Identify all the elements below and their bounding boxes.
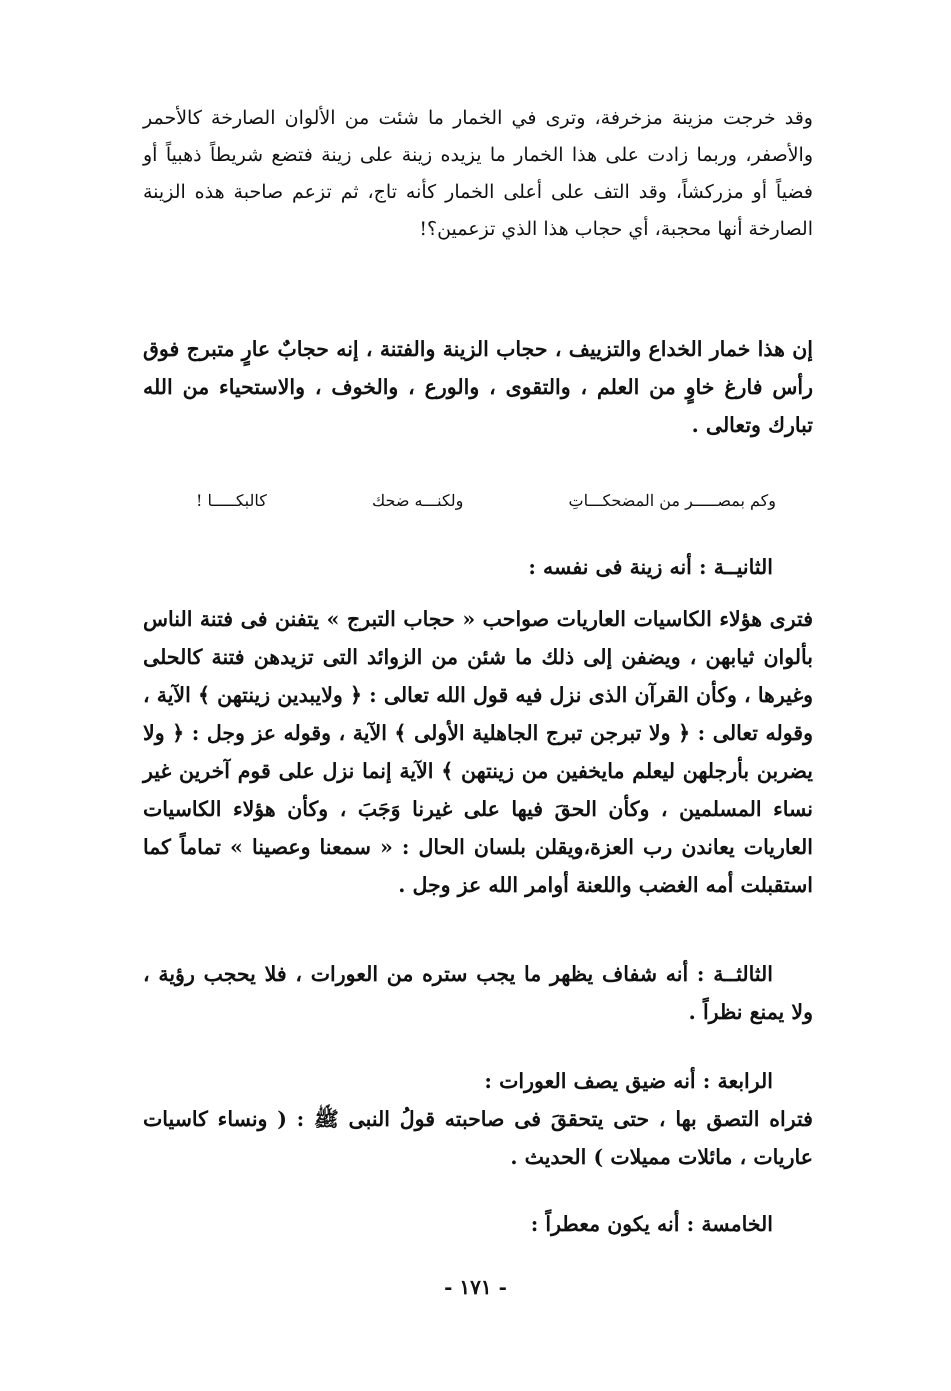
verse-part-1: وكم بمصـــــر من المضحكـــاتِ bbox=[568, 491, 776, 510]
verse-part-2: ولكنـــه ضحك bbox=[372, 491, 464, 510]
section-5-heading-text: : أنه يكون معطراً : bbox=[530, 1212, 695, 1236]
section-4-body: فتراه التصق بها ، حتى يتحققَ فى صاحبته قولُ النبى ﷺ : ( ونساء كاسيات عاريات ، مائلات مميلات ) الحديث . bbox=[143, 1107, 813, 1169]
section-2-label: الثانيــة bbox=[713, 555, 773, 579]
section-4-label: الرابعة bbox=[717, 1069, 773, 1093]
section-2-heading bbox=[93, 548, 773, 586]
section-4-heading-text: : أنه ضيق يصف العورات : bbox=[484, 1069, 711, 1093]
section-3-body: : أنه شفاف يظهر ما يجب ستره من العورات ، فلا يحجب رؤية ، ولا يمنع نظراً . bbox=[143, 962, 813, 1024]
section-2-body: فترى هؤلاء الكاسيات العاريات صواحب « حجاب التبرج » يتفنن فى فتنة الناس بألوان ثيابهن ، ويضفن إلى ذلك ما شئن من الزوائد التى تزيدهن فتنة كالحلى وغيرها ، وكأن القرآن الذى نزل فيه قول الله تعالى : ﴿ ولايبدين زينتهن ﴾ الآية ، وقوله تعالى : ﴿ ولا تبرجن تبرج الجاهلية الأولى ﴾ الآية ، وقوله عز وجل : ﴿ ولا يضربن بأرجلهن ليعلم مايخفين من زينتهن ﴾ الآية إنما نزل على قوم آخرين غير نساء المسلمين ، وكأن الحقَ فيها على غيرنا وَجَبَ ، وكأن هؤلاء الكاسيات العاريات يعاندن رب العزة،ويقلن بلسان الحال : « سمعنا وعصينا » تماماً كما استقبلت أمه الغضب واللعنة أوامر الله عز وجل . bbox=[142, 607, 813, 897]
verse-part-3: كالبكـــــا ! bbox=[196, 491, 267, 510]
page-number: - ١٧١ - bbox=[444, 1275, 507, 1299]
section-3-label: الثالثــة bbox=[713, 962, 773, 986]
poetry-verse bbox=[196, 486, 776, 516]
paragraph-1: وقد خرجت مزينة مزخرفة، وترى في الخمار ما شئت من الألوان الصارخة كالأحمر والأصفر، وربما زادت على هذا الخمار ما يزيده زينة على زينة فتضع شريطاً ذهبياً أو فضياً أو مزركشاً، وقد التف على أعلى الخمار كأنه تاج، ثم تزعم صاحبة هذه الزينة الصارخة أنها محجبة، أي حجاب هذا الذي تزعمين؟! bbox=[143, 107, 813, 240]
section-4-heading bbox=[93, 1062, 773, 1100]
section-5-heading bbox=[93, 1205, 773, 1243]
section-5-label: الخامسة bbox=[701, 1212, 773, 1236]
section-2-heading-text: : أنه زينة فى نفسه : bbox=[528, 555, 707, 579]
section-3-paragraph bbox=[143, 955, 813, 1031]
paragraph-2: إن هذا خمار الخداع والتزييف ، حجاب الزينة والفتنة ، إنه حجابٌ عارٍ متبرج فوق رأس فارغ خاوٍ من العلم ، والتقوى ، والورع ، والخوف ، والاستحياء من الله تبارك وتعالى . bbox=[143, 337, 813, 437]
